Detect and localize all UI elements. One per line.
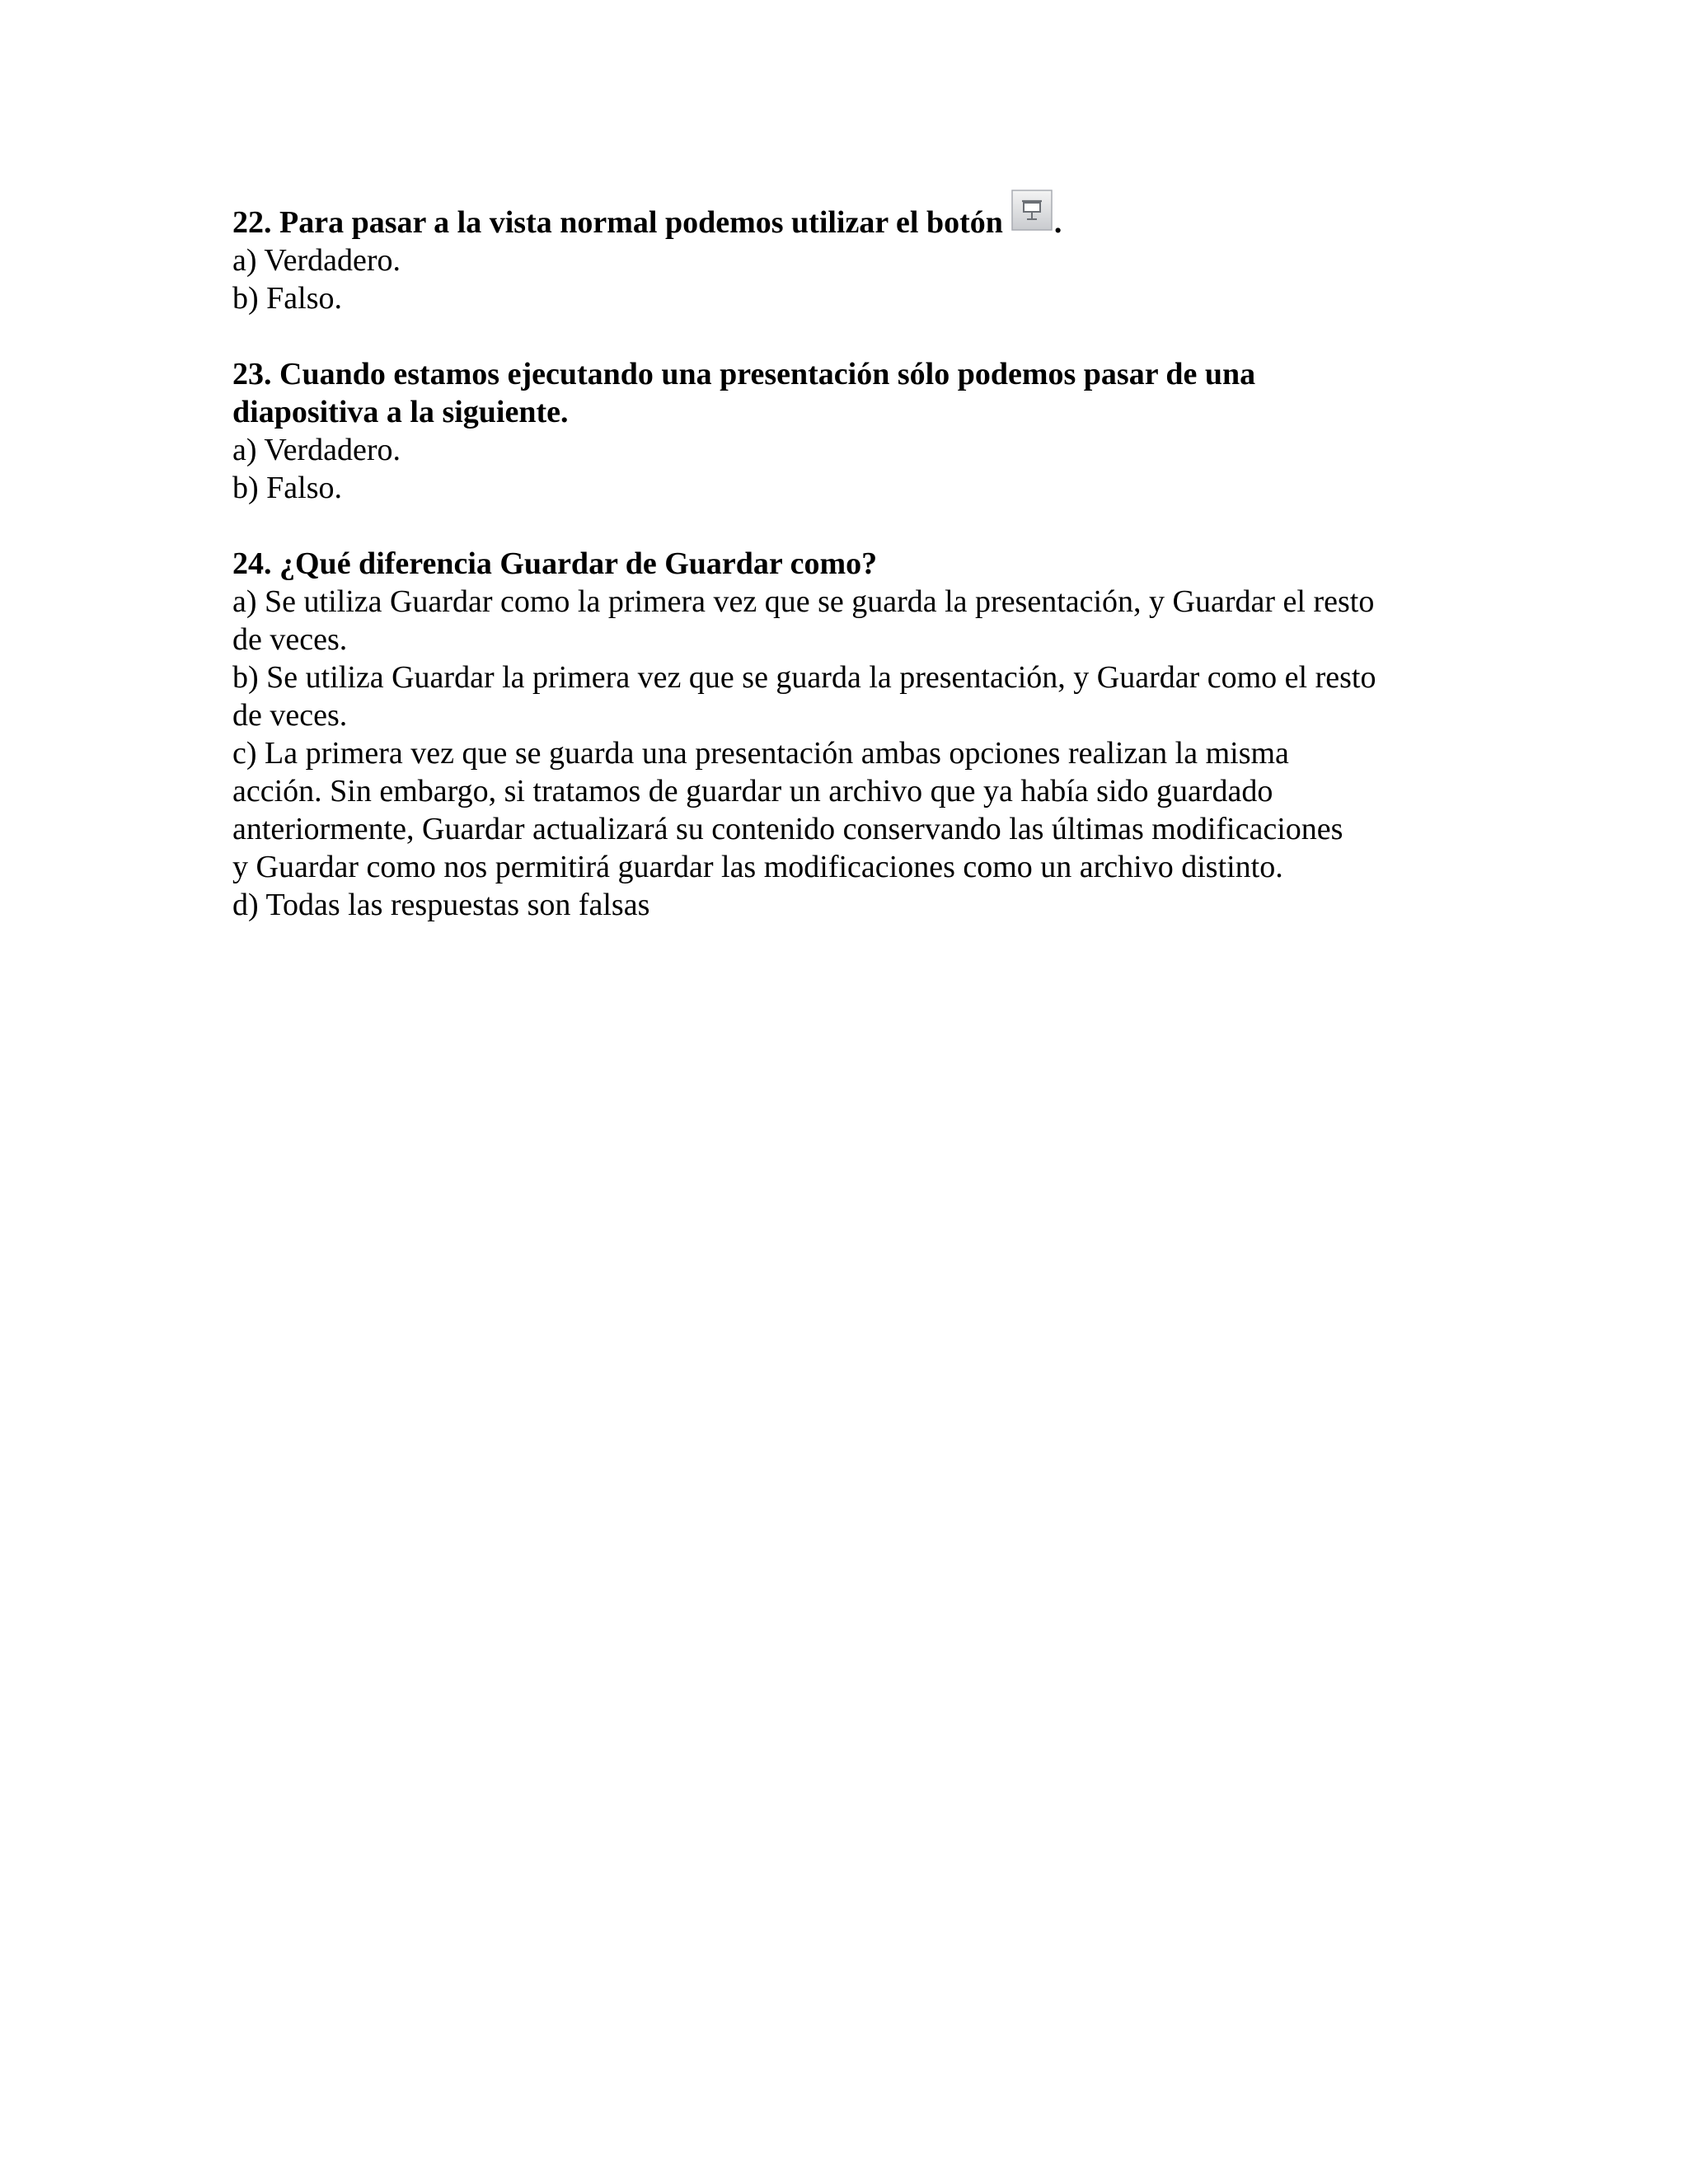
question-title: [232, 196, 1469, 241]
question-24: [232, 545, 1469, 924]
question-title-line-2: diapositiva a la siguiente.: [232, 395, 569, 429]
option-b-line-2: de veces.: [232, 698, 348, 733]
option-a: a) Verdadero.: [232, 433, 401, 467]
document-page: [232, 196, 1469, 924]
question-title: 24. ¿Qué diferencia Guardar de Guardar como?: [232, 546, 878, 581]
option-c-line-3: anteriormente, Guardar actualizará su contenido conservando las últimas modificaciones: [232, 812, 1343, 846]
option-a: a) Verdadero.: [232, 243, 401, 278]
option-a-line-2: de veces.: [232, 622, 348, 657]
option-c-line-1: c) La primera vez que se guarda una presentación ambas opciones realizan la misma: [232, 736, 1289, 771]
question-23: [232, 355, 1469, 507]
option-c-line-2: acción. Sin embargo, si tratamos de guardar un archivo que ya había sido guardado: [232, 774, 1273, 808]
question-22: [232, 196, 1469, 317]
option-a-line-1: a) Se utiliza Guardar como la primera vez que se guarda la presentación, y Guardar el resto: [232, 584, 1375, 619]
slideshow-view-icon: [1011, 190, 1053, 231]
question-title-text: 22. Para pasar a la vista normal podemos utilizar el botón: [232, 205, 1003, 240]
question-title-line-1: 23. Cuando estamos ejecutando una presentación sólo podemos pasar de una: [232, 357, 1256, 391]
option-c-line-4: y Guardar como nos permitirá guardar las modificaciones como un archivo distinto.: [232, 850, 1283, 884]
option-b-line-1: b) Se utiliza Guardar la primera vez que se guarda la presentación, y Guardar como el resto: [232, 660, 1376, 695]
question-title-suffix: .: [1053, 205, 1062, 240]
option-d: d) Todas las respuestas son falsas: [232, 888, 650, 922]
option-b: b) Falso.: [232, 471, 342, 505]
option-b: b) Falso.: [232, 281, 342, 316]
